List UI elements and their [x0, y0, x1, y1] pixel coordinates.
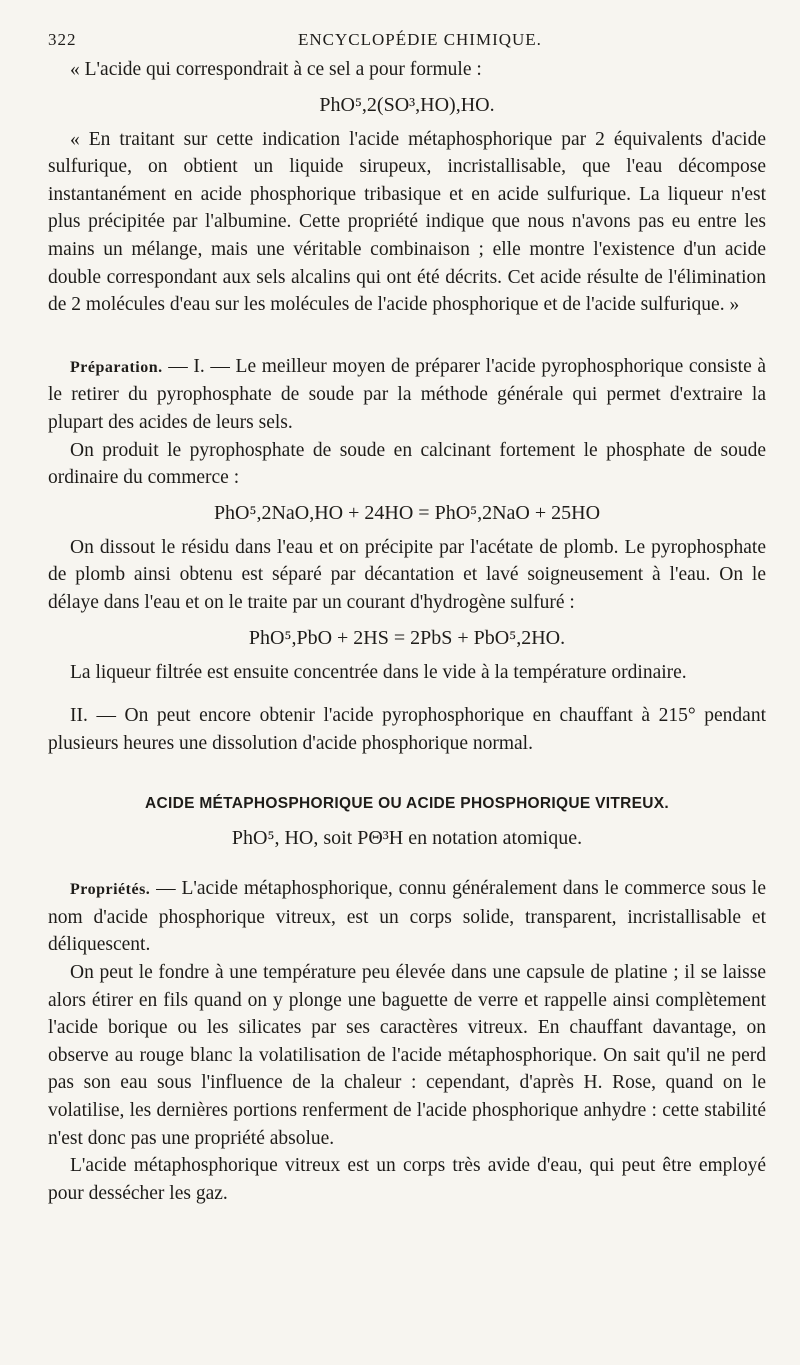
running-header — [48, 30, 766, 56]
properties-text: — L'acide métaphosphorique, connu généralement dans le commerce sous le nom d'acide phosphorique vitreux, est un corps solide, transparent, incristallisable et déliquescent. — [48, 878, 766, 956]
paragraph-filtration: La liqueur filtrée est ensuite concentrée dans le vide à la température ordinaire. — [70, 661, 687, 683]
paragraph-pyrophosphate-production: On produit le pyrophosphate de soude en calcinant fortement le phosphate de soude ordinaire du commerce : — [48, 439, 766, 489]
paragraph-method-two: II. — On peut encore obtenir l'acide pyrophosphorique en chauffant à 215° pendant plusieurs heures une dissolution d'acide phosphorique normal. — [48, 705, 766, 754]
paragraph-melting: On peut le fondre à une température peu élevée dans une capsule de platine ; il se laisse alors étirer en fils quand on y plonge une baguette de verre et rappelle ainsi complètement l'acide borique ou les silicates par ses caractères vitreux. En chauffant davantage, on observe au rouge blanc la volatilisation de l'acide métaphosphorique. On sait qu'il ne perd pas son eau sous l'influence de la chaleur : cependant, d'après H. Rose, quand on le volatilise, les dernières portions renferment de l'acide phosphorique anhydre : cette stabilité n'est donc pas une propriété absolue. — [48, 962, 766, 1149]
preparation-label: Préparation. — [70, 358, 163, 376]
formula-hydrogen-sulfide: PhO⁵,PbO + 2HS = 2PbS + PbO⁵,2HO. — [248, 626, 566, 649]
paragraph-lead-precipitation: On dissout le résidu dans l'eau et on précipite par l'acétate de plomb. Le pyrophosphate de plomb ainsi obtenu est séparé par décantation et lavé soigneusement à l'eau. On le délaye dans l'eau et on le traite par un courant d'hydrogène sulfuré : — [48, 536, 766, 613]
paragraph-drying-agent: L'acide métaphosphorique vitreux est un corps très avide d'eau, qui peut être employé pour dessécher les gaz. — [48, 1155, 766, 1204]
paragraph-preparation — [48, 353, 766, 437]
section-title: ACIDE MÉTAPHOSPHORIQUE OU ACIDE PHOSPHORIQUE VITREUX. — [144, 795, 669, 813]
formula-calcination: PhO⁵,2NaO,HO + 24HO = PhO⁵,2NaO + 25HO — [213, 501, 601, 524]
running-title: ENCYCLOPÉDIE CHIMIQUE. — [298, 30, 542, 49]
paragraph-quote-body: « En traitant sur cette indication l'acide métaphosphorique par 2 équivalents d'acide sulfurique, on obtient un liquide sirupeux, incristallisable, que l'eau décompose instantanément en acide phosphorique tribasique et en acide sulfurique. La liqueur n'est plus précipitée par l'albumine. Cette propriété indique que nous n'avons pas eu entre les mains un mélange, mais une véritable combinaison ; elle montre l'existence d'un acide double correspondant aux sels alcalins qui ont été décrits. Cet acide résulte de l'élimination de 2 molécules d'eau sur les molécules de l'acide phosphorique et de l'acide sulfurique. » — [48, 128, 766, 316]
formula-metaphosphoric: PhO⁵, HO, soit PΘ³H en notation atomique. — [231, 827, 583, 850]
page-number: 322 — [48, 30, 77, 49]
paragraph-quote-intro: « L'acide qui correspondrait à ce sel a pour formule : — [70, 59, 482, 80]
paragraph-properties — [48, 875, 766, 959]
properties-label: Propriétés. — [70, 881, 151, 899]
preparation-text: — I. — Le meilleur moyen de préparer l'acide pyrophosphorique consiste à le retirer du pyrophosphate de soude par la méthode générale qui permet d'extraire la plupart des acides de leurs sels. — [48, 355, 767, 433]
formula-double-acid: PhO⁵,2(SO³,HO),HO. — [319, 93, 495, 116]
